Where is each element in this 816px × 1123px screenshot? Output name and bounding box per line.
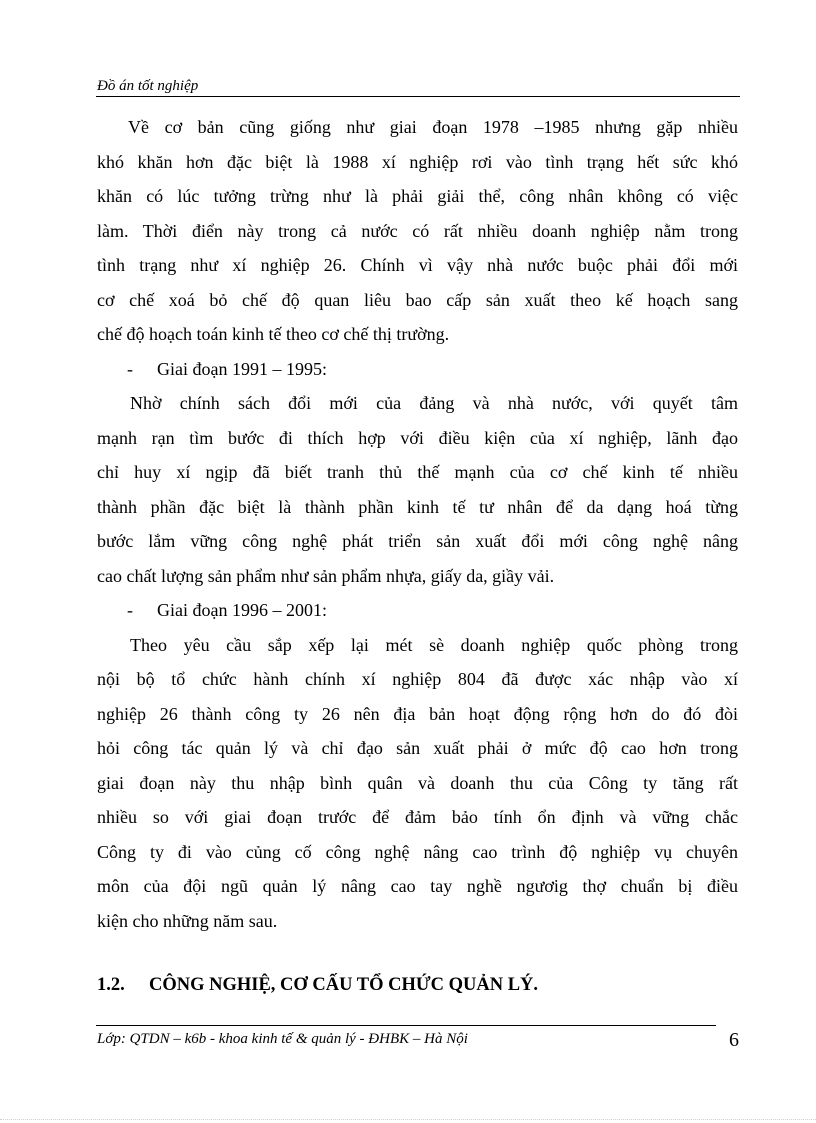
paragraph-3-line: hỏi công tác quản lý và chỉ đạo sản xuất phải ở mức độ cao hơn trong — [97, 738, 738, 758]
footer-divider — [96, 1025, 716, 1026]
paragraph-3-line: nội bộ tổ chức hành chính xí nghiệp 804 đã được xác nhập vào xí — [97, 669, 738, 689]
paragraph-3-line: nghiệp 26 thành công ty 26 nên địa bản hoạt động rộng hơn do đó đòi — [97, 703, 738, 724]
list-dash: - — [127, 358, 133, 379]
paragraph-1 — [97, 110, 738, 352]
section-title: CÔNG NGHIỆ, CƠ CẤU TỔ CHỨC QUẢN LÝ. — [149, 975, 539, 995]
paragraph-2-line: chỉ huy xí ngịp đã biết tranh thủ thế mạnh của cơ chế kinh tế nhiều — [97, 462, 738, 482]
list-item-label: Giai đoạn 1991 – 1995: — [157, 358, 327, 379]
list-item-label: Giai đoạn 1996 – 2001: — [157, 600, 327, 620]
paragraph-2 — [97, 386, 738, 593]
paragraph-1-line: cơ chế xoá bỏ chế độ quan liêu bao cấp sản xuất theo kế hoạch sang — [97, 289, 738, 310]
page-bottom-edge — [0, 1119, 816, 1120]
paragraph-1-line: tình trạng như xí nghiệp 26. Chính vì vậy nhà nước buộc phải đổi mới — [97, 255, 738, 275]
section-heading — [97, 972, 538, 998]
paragraph-3-line: giai đoạn này thu nhập bình quân và doanh thu của Công ty tăng rất — [97, 772, 738, 793]
section-number: 1.2. — [97, 975, 125, 995]
paragraph-1-line: Về cơ bản cũng giống như giai đoạn 1978 –1985 nhưng gặp nhiều — [128, 117, 738, 137]
list-dash: - — [127, 600, 133, 620]
header-divider — [96, 96, 740, 97]
paragraph-1-line: khó khăn hơn đặc biệt là 1988 xí nghiệp rơi vào tình trạng hết sức khó — [97, 151, 738, 172]
paragraph-3-line: kiện cho những năm sau. — [97, 910, 278, 931]
page-number: 6 — [729, 1029, 739, 1051]
paragraph-2-line: thành phần đặc biệt là thành phần kinh tế tư nhân để da dạng hoá từng — [97, 496, 738, 517]
paragraph-3-line: môn của đội ngũ quản lý nâng cao tay nghề ngươig thợ chuẩn bị điều — [97, 876, 738, 896]
paragraph-2-line: bước lắm vững công nghệ phát triển sản xuất đổi mới công nghệ nâng — [97, 531, 738, 551]
paragraph-2-line: Nhờ chính sách đổi mới của đảng và nhà nước, với quyết tâm — [130, 393, 738, 413]
body-text — [97, 110, 738, 938]
list-item-period-1991-1995 — [97, 352, 738, 387]
paragraph-2-line: mạnh rạn tìm bước đi thích hợp với điều kiện của xí nghiệp, lãnh đạo — [97, 427, 738, 448]
page-header-title: Đồ án tốt nghiệp — [97, 78, 199, 94]
paragraph-3-line: nhiều so với giai đoạn trước để đảm bảo tính ổn định và vững chắc — [97, 807, 738, 827]
paragraph-1-line: chế độ hoạch toán kinh tế theo cơ chế thị trường. — [97, 324, 450, 344]
paragraph-1-line: khăn có lúc tưởng trừng như là phải giải thể, công nhân không có việc — [97, 186, 738, 206]
paragraph-3-line: Theo yêu cầu sắp xếp lại mét sè doanh nghiệp quốc phòng trong — [130, 634, 738, 655]
footer-text: Lớp: QTDN – k6b - khoa kinh tế & quản lý - ĐHBK – Hà Nội — [97, 1031, 468, 1047]
paragraph-3 — [97, 628, 738, 939]
paragraph-1-line: làm. Thời điển này trong cả nước có rất nhiều doanh nghiệp nằm trong — [97, 220, 738, 241]
paragraph-2-line: cao chất lượng sản phẩm như sản phẩm nhựa, giấy da, giầy vải. — [97, 565, 555, 586]
paragraph-3-line: Công ty đi vào củng cố công nghệ nâng cao trình độ nghiệp vụ chuyên — [97, 841, 738, 862]
list-item-period-1996-2001 — [97, 593, 738, 628]
